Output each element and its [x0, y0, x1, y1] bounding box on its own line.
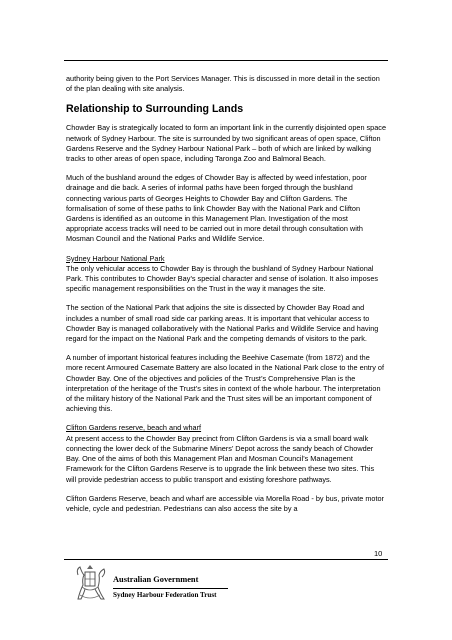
- paragraph-historical-features: A number of important historical features including the Beehive Casemate (from 1872) and the more recent Armoured Casemate Battery are also located in the National Park close to the entry of Chowder Bay. One of the objectives and policies of the Trust’s Comprehensive Plan is the interpretation of the heritage of the Trust’s sites in context of the whole harbour. The interpretation of the military history of the National Park and the Trust sites will be an important component of achieving this.: [66, 353, 384, 414]
- paragraph-national-park-section: The section of the National Park that adjoins the site is dissected by Chowder Bay Road and includes a number of small road side car parking areas. It is important that vehicular access to Chowder Bay is managed collaboratively with the National Parks and Wildlife Service and having regard for the impact on the National Park and the competing demands of visitors to the park.: [66, 303, 379, 344]
- header-rule: [64, 60, 388, 61]
- trust-name-label: Sydney Harbour Federation Trust: [113, 591, 217, 599]
- australian-government-label: Australian Government: [113, 575, 199, 584]
- paragraph-continued: authority being given to the Port Services Manager. This is discussed in more detail in the section of the plan dealing with site analysis.: [66, 74, 380, 94]
- paragraph-strategic-location: Chowder Bay is strategically located to form an important link in the currently disjointed open space network of Sydney Harbour. The site is surrounded by two significant areas of open space, Clifton Gardens Reserve and the Sydney Harbour National Park – both of which are linked by walking tracks to other areas of open space, including Taronga Zoo and Balmoral Beach.: [66, 123, 387, 164]
- paragraph-vehicular-access: The only vehicular access to Chowder Bay is through the bushland of Sydney Harbour National Park. This contributes to Chowder Bay’s special character and sense of isolation. It also imposes specific management responsibilities on the Trust in the way it manages the site.: [66, 263, 379, 294]
- paragraph-morella-road: Clifton Gardens Reserve, beach and wharf are accessible via Morella Road - by bus, private motor vehicle, cycle and pedestrian. Pedestrians can also access the site by a: [66, 493, 384, 513]
- paragraph-bushland: Much of the bushland around the edges of Chowder Bay is affected by weed infestation, poor drainage and die back. A series of informal paths have been forged through the bushland connecting various parts of Georges Heights to Chowder Bay and Clifton Gardens. The formalisation of some of these paths to link Chowder Bay with the National Park and Clifton Gardens is identified as an outcome in this Management Plan. Investigation of the most appropriate access tracks will need to be carried out in more detail through consultation with Mosman Council and the National Parks and Wildlife Service.: [66, 173, 367, 244]
- logo-divider: [113, 588, 228, 589]
- subheading-national-park: Sydney Harbour National Park: [66, 253, 165, 263]
- page-number: 10: [374, 549, 383, 558]
- section-heading: Relationship to Surrounding Lands: [66, 103, 244, 116]
- paragraph-clifton-access: At present access to the Chowder Bay precinct from Clifton Gardens is via a small board walk connecting the lower deck of the Submarine Miners’ Depot across the sandy beach of Chowder Bay. One of the aims of both this Management Plan and Mosman Council’s Management Framework for the Clifton Gardens Reserve is to upgrade the link between these two sites. This will provide pedestrian access to public transport and existing foreshore pathways.: [66, 433, 375, 484]
- footer-logo: [72, 563, 272, 613]
- footer-rule: [64, 559, 388, 560]
- coat-of-arms-icon: [72, 563, 108, 603]
- subheading-clifton-gardens: Clifton Gardens reserve, beach and wharf: [66, 423, 202, 433]
- page-body: [66, 74, 386, 514]
